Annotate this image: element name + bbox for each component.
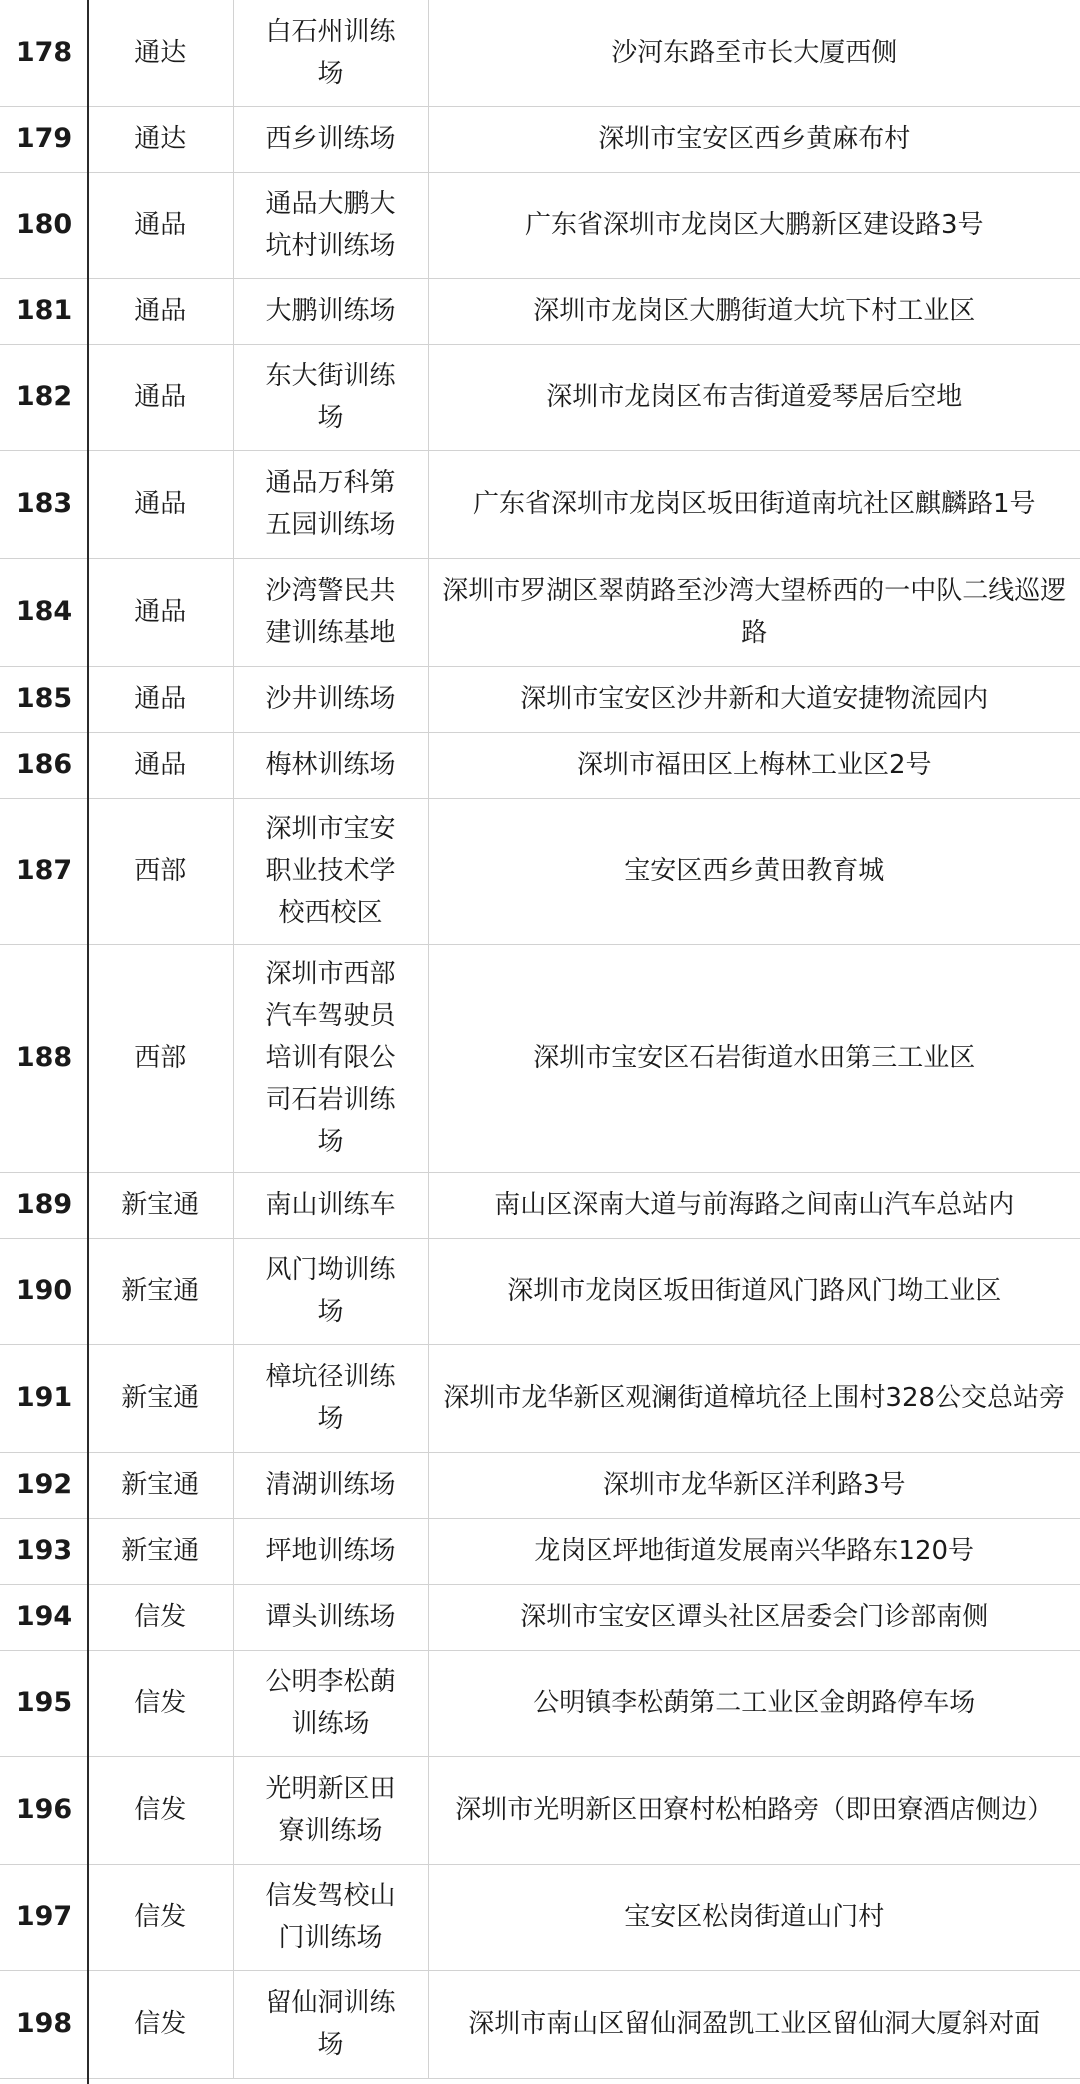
site-name: 通品万科第五园训练场 bbox=[265, 468, 396, 540]
address-cell: 深圳市宝安区石岩街道水田第三工业区 bbox=[428, 944, 1080, 1172]
site-name: 大鹏训练场 bbox=[265, 296, 396, 326]
row-number: 197 bbox=[0, 1864, 88, 1970]
row-number: 190 bbox=[0, 1238, 88, 1344]
site-name: 沙井训练场 bbox=[265, 684, 396, 714]
site-cell bbox=[233, 1756, 428, 1864]
site-name: 谭头训练场 bbox=[265, 1602, 396, 1632]
company-cell: 新宝通 bbox=[88, 1452, 233, 1518]
site-cell bbox=[233, 1584, 428, 1650]
company-cell: 新宝通 bbox=[88, 1172, 233, 1238]
site-cell bbox=[233, 278, 428, 344]
site-cell bbox=[233, 1970, 428, 2078]
address-cell: 公明镇李松蓢第二工业区金朗路停车场 bbox=[428, 1650, 1080, 1756]
address-cell: 沙河东路至市长大厦西侧 bbox=[428, 0, 1080, 106]
row-number: 181 bbox=[0, 278, 88, 344]
site-name: 清湖训练场 bbox=[265, 1470, 396, 1500]
row-number: 193 bbox=[0, 1518, 88, 1584]
site-name: 樟坑径训练场 bbox=[265, 1362, 396, 1434]
table-row bbox=[0, 1650, 1080, 1756]
site-name: 坪地训练场 bbox=[265, 1536, 396, 1566]
address-cell: 广东省深圳市龙岗区大鹏新区建设路3号 bbox=[428, 172, 1080, 278]
company-cell: 信发 bbox=[88, 1756, 233, 1864]
site-name: 沙湾警民共建训练基地 bbox=[265, 576, 396, 648]
company-cell: 信发 bbox=[88, 1970, 233, 2078]
row-number: 178 bbox=[0, 0, 88, 106]
site-cell bbox=[233, 1452, 428, 1518]
address-cell: 广东省深圳市龙岗区坂田街道南坑社区麒麟路1号 bbox=[428, 450, 1080, 558]
left-border-line bbox=[87, 0, 89, 2084]
table-row bbox=[0, 944, 1080, 1172]
site-name: 公明李松蓢训练场 bbox=[265, 1667, 396, 1739]
address-cell: 深圳市龙华新区洋利路3号 bbox=[428, 1452, 1080, 1518]
company-cell: 通品 bbox=[88, 450, 233, 558]
site-cell bbox=[233, 732, 428, 798]
site-cell bbox=[233, 1172, 428, 1238]
company-cell: 西部 bbox=[88, 798, 233, 944]
company-cell: 新宝通 bbox=[88, 1238, 233, 1344]
company-cell: 信发 bbox=[88, 1584, 233, 1650]
site-name: 深圳市宝安职业技术学校西校区 bbox=[265, 814, 396, 928]
row-number: 189 bbox=[0, 1172, 88, 1238]
address-cell: 深圳市龙岗区布吉街道爱琴居后空地 bbox=[428, 344, 1080, 450]
row-number: 192 bbox=[0, 1452, 88, 1518]
row-number: 195 bbox=[0, 1650, 88, 1756]
address-cell: 深圳市宝安区西乡黄麻布村 bbox=[428, 106, 1080, 172]
site-cell bbox=[233, 944, 428, 1172]
table-row bbox=[0, 1172, 1080, 1238]
site-name: 风门坳训练场 bbox=[265, 1255, 396, 1327]
company-cell: 通达 bbox=[88, 106, 233, 172]
site-cell bbox=[233, 558, 428, 666]
address-cell: 深圳市福田区上梅林工业区2号 bbox=[428, 732, 1080, 798]
company-cell: 通品 bbox=[88, 558, 233, 666]
table-row bbox=[0, 732, 1080, 798]
site-cell bbox=[233, 1650, 428, 1756]
table-row bbox=[0, 1518, 1080, 1584]
row-number: 186 bbox=[0, 732, 88, 798]
table-row bbox=[0, 1756, 1080, 1864]
site-name: 通品大鹏大坑村训练场 bbox=[265, 189, 396, 261]
table-row bbox=[0, 172, 1080, 278]
table-row bbox=[0, 1864, 1080, 1970]
address-cell: 南山区深南大道与前海路之间南山汽车总站内 bbox=[428, 1172, 1080, 1238]
row-number: 179 bbox=[0, 106, 88, 172]
address-cell: 宝安区西乡黄田教育城 bbox=[428, 798, 1080, 944]
address-cell: 龙岗区坪地街道发展南兴华路东120号 bbox=[428, 1518, 1080, 1584]
address-cell: 深圳市南山区留仙洞盈凯工业区留仙洞大厦斜对面 bbox=[428, 1970, 1080, 2078]
table-row bbox=[0, 1452, 1080, 1518]
site-cell bbox=[233, 172, 428, 278]
site-cell bbox=[233, 450, 428, 558]
company-cell: 西部 bbox=[88, 944, 233, 1172]
table-row bbox=[0, 666, 1080, 732]
company-cell: 新宝通 bbox=[88, 1518, 233, 1584]
site-name: 西乡训练场 bbox=[265, 124, 396, 154]
row-number: 183 bbox=[0, 450, 88, 558]
company-cell: 信发 bbox=[88, 1864, 233, 1970]
row-number: 185 bbox=[0, 666, 88, 732]
table-row bbox=[0, 798, 1080, 944]
address-cell: 深圳市宝安区谭头社区居委会门诊部南侧 bbox=[428, 1584, 1080, 1650]
table-row bbox=[0, 558, 1080, 666]
site-cell bbox=[233, 666, 428, 732]
address-cell: 深圳市光明新区田寮村松柏路旁（即田寮酒店侧边） bbox=[428, 1756, 1080, 1864]
company-cell: 通品 bbox=[88, 278, 233, 344]
site-name: 光明新区田寮训练场 bbox=[265, 1774, 396, 1846]
table-row bbox=[0, 1238, 1080, 1344]
site-cell bbox=[233, 0, 428, 106]
address-cell: 深圳市宝安区沙井新和大道安捷物流园内 bbox=[428, 666, 1080, 732]
table-row bbox=[0, 450, 1080, 558]
table-row bbox=[0, 106, 1080, 172]
row-number: 180 bbox=[0, 172, 88, 278]
company-cell: 通品 bbox=[88, 732, 233, 798]
row-number: 187 bbox=[0, 798, 88, 944]
table-row bbox=[0, 1584, 1080, 1650]
row-number: 198 bbox=[0, 1970, 88, 2078]
address-cell: 深圳市龙岗区大鹏街道大坑下村工业区 bbox=[428, 278, 1080, 344]
site-name: 信发驾校山门训练场 bbox=[265, 1881, 396, 1953]
company-cell: 通品 bbox=[88, 666, 233, 732]
table-row bbox=[0, 1970, 1080, 2078]
address-cell: 深圳市龙华新区观澜街道樟坑径上围村328公交总站旁 bbox=[428, 1344, 1080, 1452]
company-cell: 通品 bbox=[88, 344, 233, 450]
site-name: 深圳市西部汽车驾驶员培训有限公司石岩训练场 bbox=[265, 959, 396, 1157]
row-number: 188 bbox=[0, 944, 88, 1172]
site-cell bbox=[233, 798, 428, 944]
site-cell bbox=[233, 1518, 428, 1584]
company-cell: 新宝通 bbox=[88, 1344, 233, 1452]
site-cell bbox=[233, 344, 428, 450]
site-name: 南山训练车 bbox=[265, 1190, 396, 1220]
site-cell bbox=[233, 1238, 428, 1344]
address-cell: 宝安区松岗街道山门村 bbox=[428, 1864, 1080, 1970]
address-cell: 深圳市罗湖区翠荫路至沙湾大望桥西的一中队二线巡逻路 bbox=[428, 558, 1080, 666]
row-number: 184 bbox=[0, 558, 88, 666]
row-number: 194 bbox=[0, 1584, 88, 1650]
table-row bbox=[0, 0, 1080, 106]
company-cell: 信发 bbox=[88, 1650, 233, 1756]
table-row bbox=[0, 344, 1080, 450]
company-cell: 通品 bbox=[88, 172, 233, 278]
site-name: 梅林训练场 bbox=[265, 750, 396, 780]
site-cell bbox=[233, 106, 428, 172]
row-number: 182 bbox=[0, 344, 88, 450]
site-cell bbox=[233, 1864, 428, 1970]
table-row bbox=[0, 1344, 1080, 1452]
site-name: 东大街训练场 bbox=[265, 361, 396, 433]
row-number: 196 bbox=[0, 1756, 88, 1864]
site-cell bbox=[233, 1344, 428, 1452]
site-name: 白石州训练场 bbox=[265, 16, 396, 89]
site-name: 留仙洞训练场 bbox=[265, 1988, 396, 2060]
table-row bbox=[0, 278, 1080, 344]
address-cell: 深圳市龙岗区坂田街道风门路风门坳工业区 bbox=[428, 1238, 1080, 1344]
row-number: 191 bbox=[0, 1344, 88, 1452]
company-cell: 通达 bbox=[88, 0, 233, 106]
